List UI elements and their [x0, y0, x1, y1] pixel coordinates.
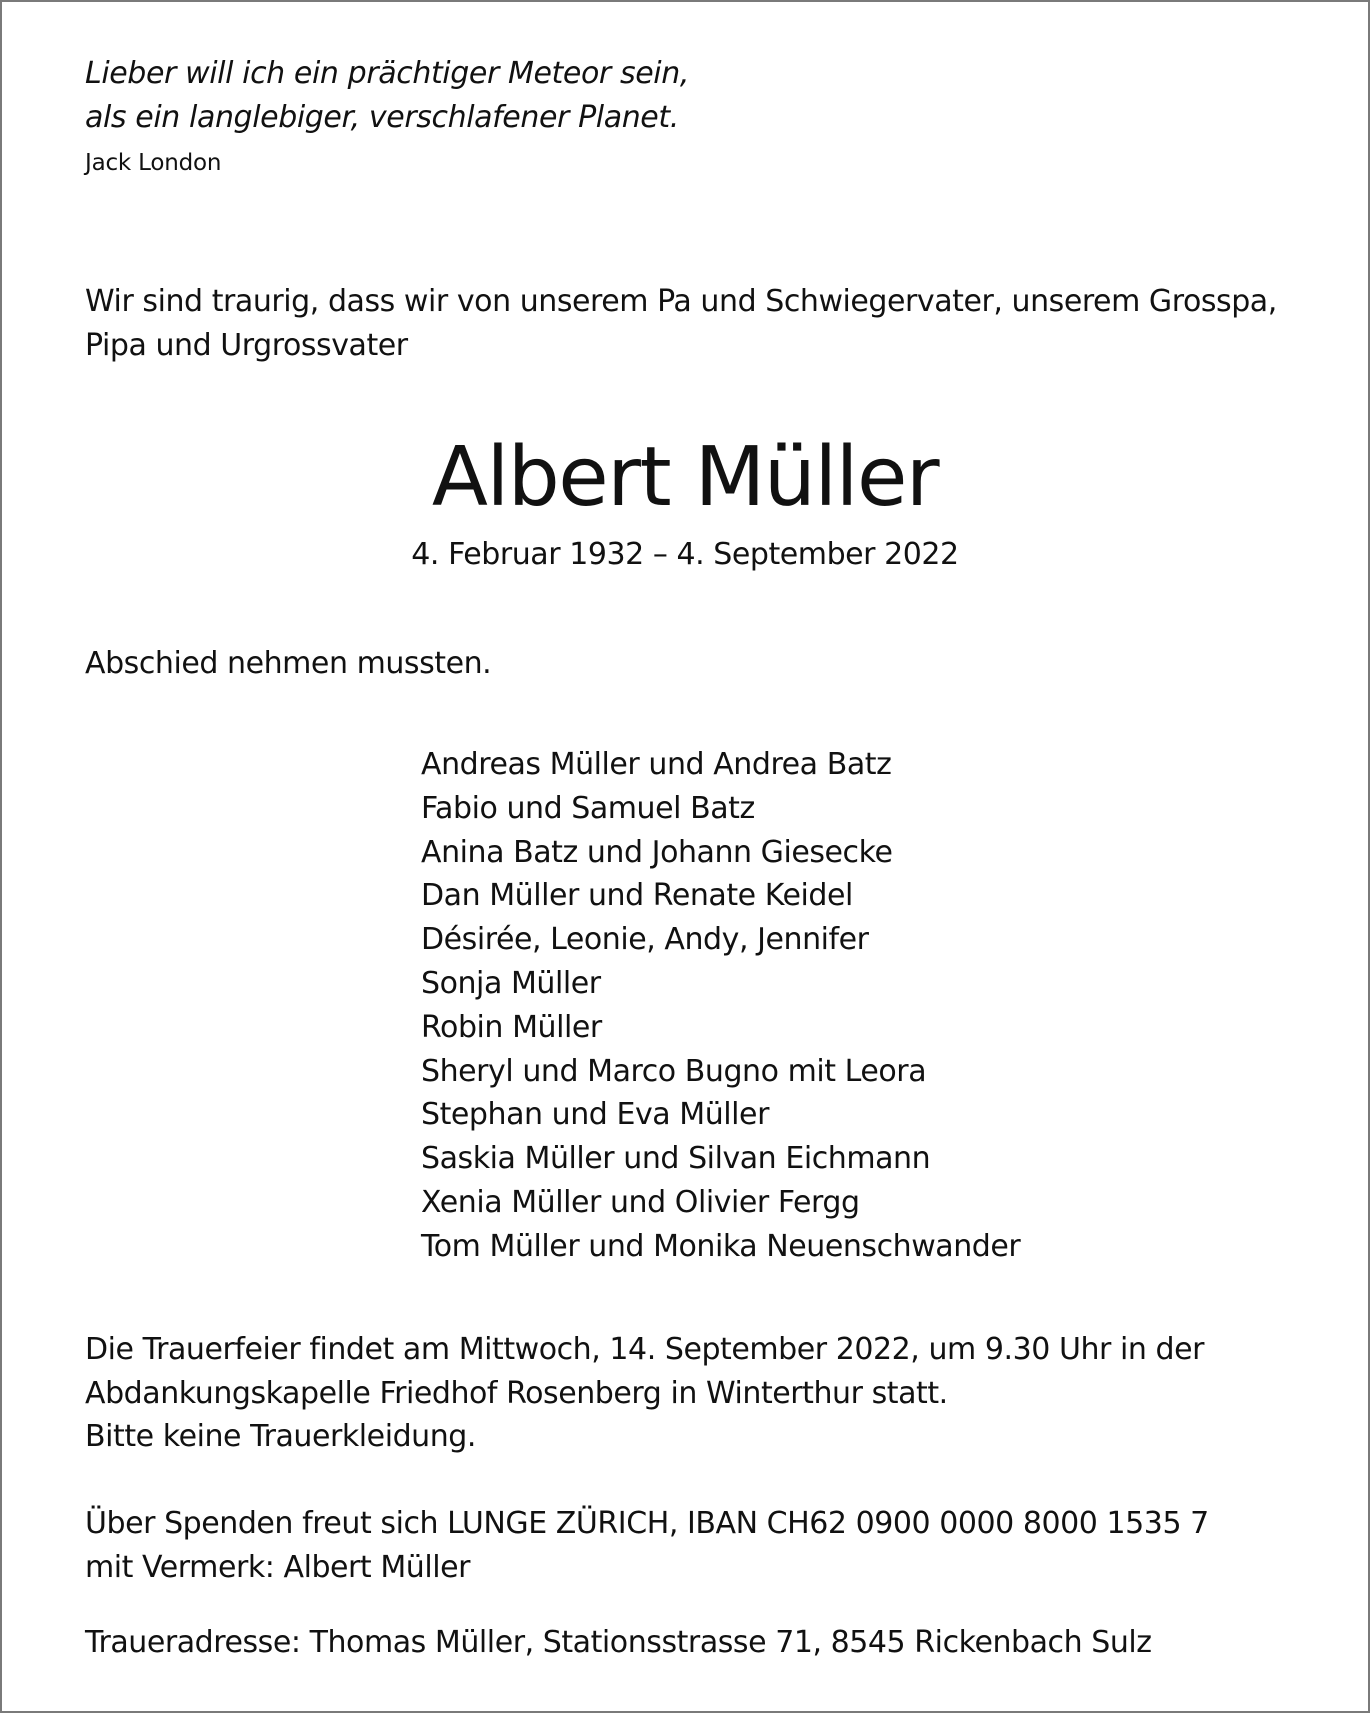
ceremony-info [85, 1328, 1345, 1459]
quote-author: Jack London [85, 150, 222, 176]
quote-line: als ein langlebiger, verschlafener Planet. [85, 100, 679, 135]
intro-line: Wir sind traurig, dass wir von unserem Pa und Schwiegervater, unserem Grosspa, [85, 284, 1277, 319]
mourner-entry: Xenia Müller und Olivier Fergg [421, 1184, 860, 1220]
intro-text [85, 280, 1345, 368]
ceremony-line: Die Trauerfeier findet am Mittwoch, 14. September 2022, um 9.30 Uhr in der [85, 1332, 1205, 1367]
epigraph-quote [85, 52, 689, 140]
deceased-name: Albert Müller [431, 430, 939, 525]
mourner-entry: Stephan und Eva Müller [421, 1097, 769, 1133]
quote-line: Lieber will ich ein prächtiger Meteor sein, [85, 56, 689, 91]
mourner-entry: Saskia Müller und Silvan Eichmann [421, 1141, 931, 1177]
mourners-list [421, 743, 1020, 1269]
life-dates: 4. Februar 1932 – 4. September 2022 [411, 537, 959, 572]
ceremony-line: Bitte keine Trauerkleidung. [85, 1419, 476, 1454]
ceremony-line: Abdankungskapelle Friedhof Rosenberg in Winterthur statt. [85, 1375, 948, 1411]
mourner-entry: Sheryl und Marco Bugno mit Leora [421, 1053, 927, 1089]
mourner-entry: Fabio und Samuel Batz [421, 790, 755, 826]
intro-line: Pipa und Urgrossvater [85, 328, 408, 363]
mourner-entry: Anina Batz und Johann Giesecke [421, 834, 893, 870]
mourning-address: Traueradresse: Thomas Müller, Stationsstrasse 71, 8545 Rickenbach Sulz [85, 1625, 1152, 1660]
mourner-entry: Dan Müller und Renate Keidel [421, 878, 853, 914]
mourner-entry: Tom Müller und Monika Neuenschwander [421, 1228, 1021, 1264]
mourner-entry: Andreas Müller und Andrea Batz [421, 747, 892, 782]
donation-line: Über Spenden freut sich LUNGE ZÜRICH, IBAN CH62 0900 0000 8000 1535 7 [85, 1506, 1209, 1541]
mourner-entry: Robin Müller [421, 1009, 602, 1045]
donation-info [85, 1502, 1345, 1589]
mourner-entry: Sonja Müller [421, 965, 601, 1001]
mourner-entry: Désirée, Leonie, Andy, Jennifer [421, 922, 869, 958]
donation-line: mit Vermerk: Albert Müller [85, 1549, 470, 1585]
farewell-text: Abschied nehmen mussten. [85, 646, 492, 681]
